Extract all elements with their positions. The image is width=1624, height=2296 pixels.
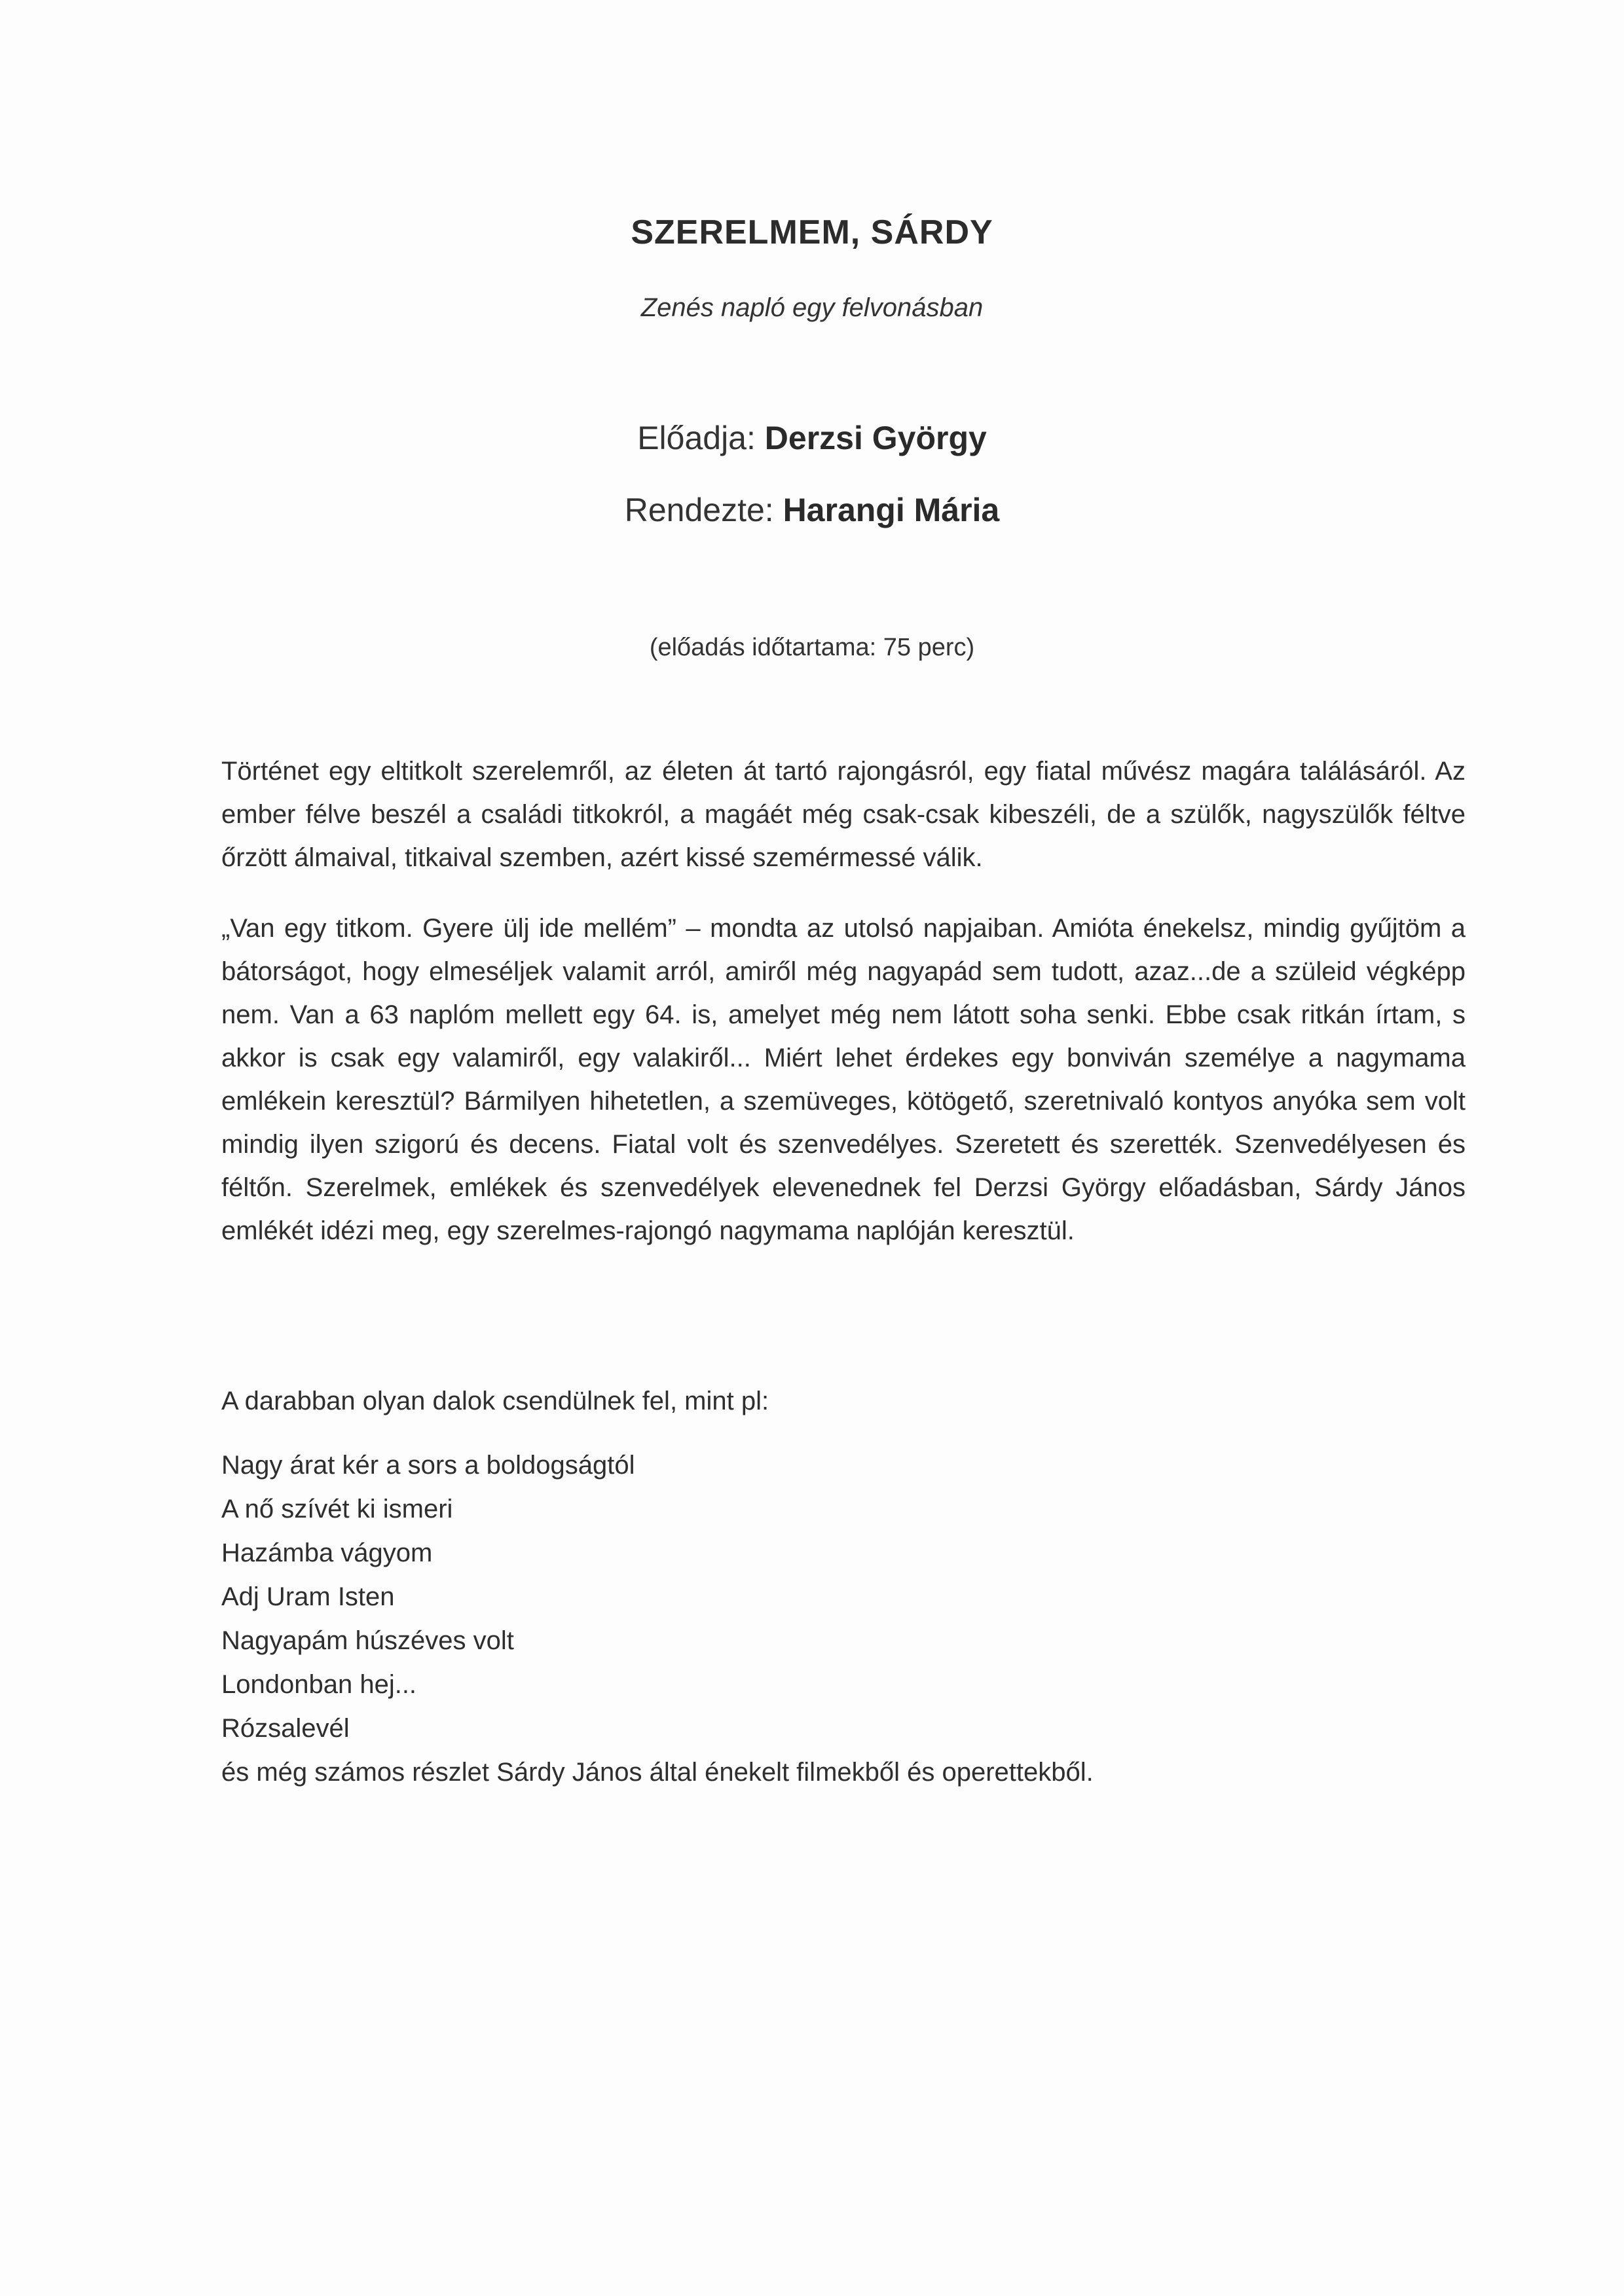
list-item: Londonban hej... <box>221 1670 417 1699</box>
description-paragraph: Történet egy eltitkolt szerelemről, az életen át tartó rajongásról, egy fiatal művész magára találásáról. Az ember félve beszél a családi titkokról, a magáét még csak-csak kibeszéli, de a szülők, nagyszülők féltve őrzött álmaival, titkaival szemben, azért kissé szemérmessé válik. <box>221 757 1466 872</box>
document-title: SZERELMEM, SÁRDY <box>631 213 993 251</box>
songs-intro: A darabban olyan dalok csendülnek fel, mint pl: <box>221 1387 769 1415</box>
list-item: Adj Uram Isten <box>221 1582 395 1611</box>
director-line <box>0 491 1624 529</box>
list-item: A nő szívét ki ismeri <box>221 1495 453 1523</box>
list-item: Nagyapám húszéves volt <box>221 1626 514 1655</box>
list-item: Hazámba vágyom <box>221 1539 433 1567</box>
song-list <box>221 1444 1094 1795</box>
list-item: Rózsalevél <box>221 1714 350 1743</box>
list-item: Nagy árat kér a sors a boldogságtól <box>221 1451 635 1480</box>
director-label: Rendezte: <box>624 492 774 528</box>
director-name: Harangi Mária <box>783 492 1000 528</box>
performer-line <box>0 419 1624 457</box>
quote-paragraph: „Van egy titkom. Gyere ülj ide mellém” – mondta az utolsó napjaiban. Amióta énekelsz, mindig gyűjtöm a bátorságot, hogy elmeséljek valamit arról, amiről még nagyapád sem tudott, azaz...de a szüleid végképp nem. Van a 63 naplóm mellett egy 64. is, amelyet még nem látott soha senki. Ebbe csak ritkán írtam, s akkor is csak egy valamiről, egy valakiről... Miért lehet érdekes egy bonviván személye a nagymama emlékein keresztül? Bármilyen hihetetlen, a szemüveges, kötögető, szeretnivaló kontyos anyóka sem volt mindig ilyen szigorú és decens. Fiatal volt és szenvedélyes. Szeretett és szerették. Szenvedélyesen és féltőn. Szerelmek, emlékek és szenvedélyek elevenednek fel Derzsi György előadásban, Sárdy János emlékét idézi meg, egy szerelmes-rajongó nagymama naplóján keresztül. <box>221 914 1466 1245</box>
performer-name: Derzsi György <box>764 420 987 456</box>
performer-label: Előadja: <box>637 420 756 456</box>
document-subtitle: Zenés napló egy felvonásban <box>640 293 984 322</box>
list-item: és még számos részlet Sárdy János által énekelt filmekből és operettekből. <box>221 1758 1094 1787</box>
duration-note: (előadás időtartama: 75 perc) <box>649 634 975 661</box>
